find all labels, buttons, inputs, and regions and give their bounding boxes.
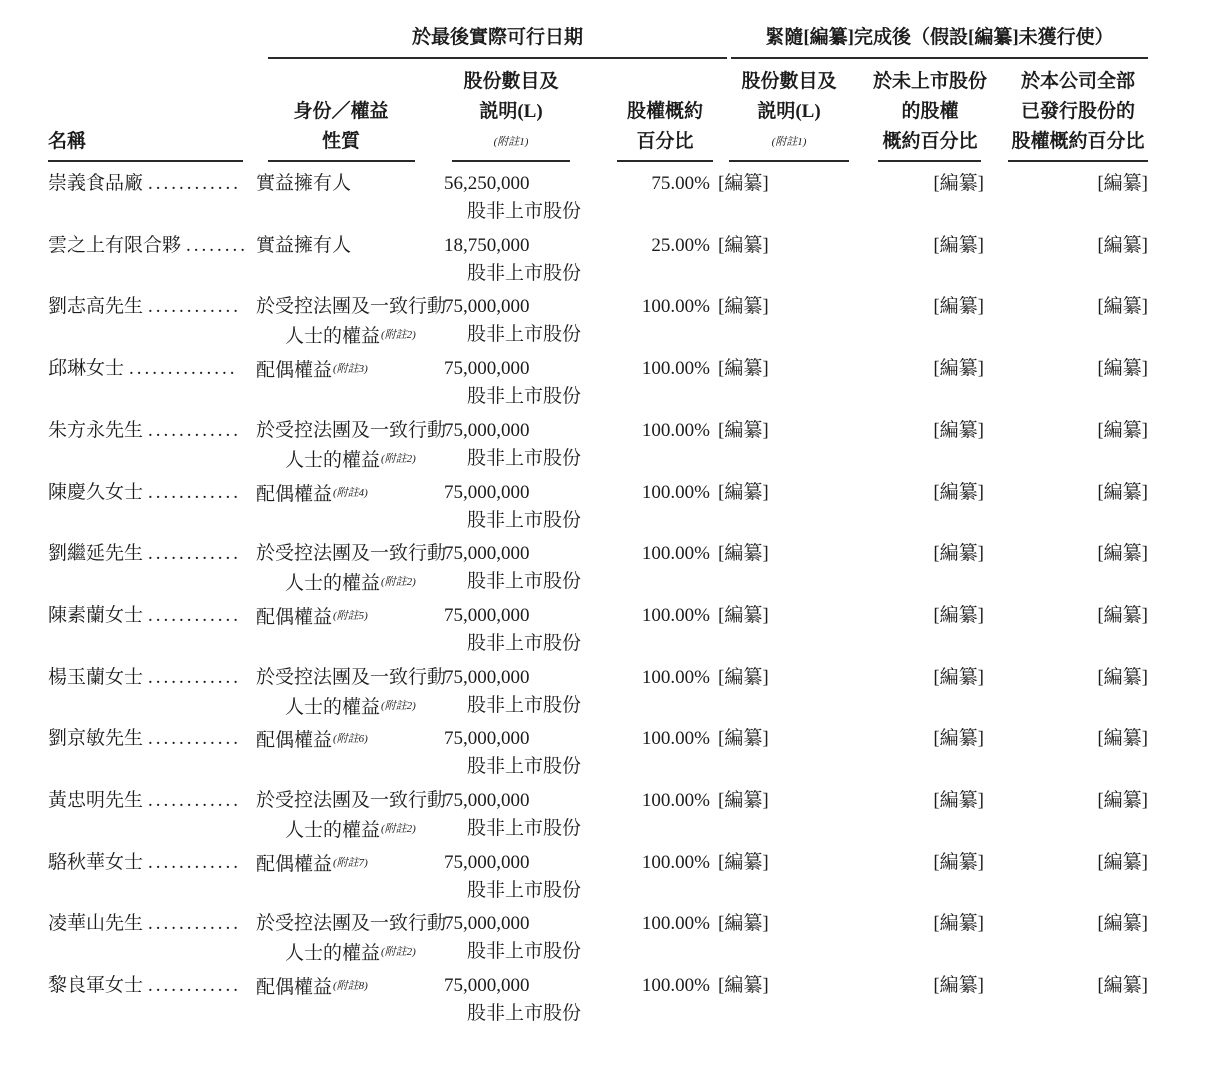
pct-current-value: 100.00%	[641, 419, 710, 441]
share-class-label: 股非上市股份	[467, 201, 582, 222]
footnote-ref: (附註7)	[333, 856, 368, 869]
table-row	[0, 602, 1211, 664]
share-class-label: 股非上市股份	[467, 386, 582, 408]
share-count: 18,750,000	[444, 234, 530, 256]
post-unlisted-pct-redacted: [編纂]	[933, 481, 984, 503]
identity-line: 於受控法團及一致行動	[256, 296, 447, 318]
post-total-pct-redacted: [編纂]	[1097, 481, 1148, 503]
shareholder-name: 陳素蘭女士	[48, 604, 144, 626]
post-shares-redacted: [編纂]	[718, 666, 769, 688]
header-line: 股份數目及	[463, 71, 559, 92]
share-count: 56,250,000	[444, 173, 530, 194]
identity-line: 配偶權益$^{(附註7)}$	[256, 853, 368, 875]
share-count: 75,000,000	[444, 604, 530, 626]
dot-leader: ............	[148, 666, 242, 688]
table-row	[0, 540, 1211, 602]
dot-leader: ............	[148, 296, 242, 318]
post-shares-redacted: [編纂]	[718, 481, 769, 503]
share-count: 75,000,000	[444, 481, 530, 503]
share-class-label: 股非上市股份	[467, 941, 582, 963]
dot-leader: ............	[148, 728, 242, 750]
name-cell	[48, 355, 250, 383]
identity-cell	[256, 232, 458, 260]
pct-current-value: 100.00%	[641, 296, 710, 318]
pct-current-value: 100.00%	[641, 358, 710, 380]
post-unlisted-pct-redacted: [編纂]	[933, 790, 984, 811]
share-class-label: 股非上市股份	[467, 262, 582, 284]
dot-leader: ............	[148, 604, 242, 626]
dot-leader: ..............	[129, 358, 238, 380]
dot-leader: ............	[148, 851, 242, 873]
dot-leader: ........	[186, 234, 249, 256]
identity-cell	[256, 849, 458, 879]
name-cell	[48, 417, 250, 445]
post-total-pct-redacted: [編纂]	[1097, 975, 1148, 997]
dot-leader: ............	[148, 173, 242, 194]
header-line: 於未上市股份	[872, 71, 987, 92]
table-row	[0, 355, 1211, 417]
shareholder-name: 黃忠明先生	[48, 790, 144, 811]
header-line: 的股權	[901, 101, 959, 122]
header-line: 於本公司全部	[1020, 71, 1135, 92]
post-total-pct-redacted: [編纂]	[1097, 543, 1148, 565]
identity-line: 人士的權益$^{(附註2)}$	[285, 696, 416, 718]
identity-line: 配偶權益$^{(附註4)}$	[256, 483, 368, 505]
identity-line: 人士的權益$^{(附註2)}$	[285, 449, 416, 471]
identity-cell	[256, 479, 458, 509]
share-count: 75,000,000	[444, 790, 530, 811]
share-class-label: 股非上市股份	[467, 509, 582, 531]
footnote-ref: (附註1)	[771, 136, 807, 148]
identity-line: 配偶權益$^{(附註5)}$	[256, 606, 368, 628]
post-shares-redacted: [編纂]	[718, 358, 769, 380]
post-shares-redacted: [編纂]	[718, 790, 769, 811]
shareholder-name: 邱琳女士	[48, 358, 125, 380]
post-shares-redacted: [編纂]	[718, 173, 769, 194]
post-unlisted-pct-redacted: [編纂]	[933, 666, 984, 688]
group-header-post-completion: 緊隨[編纂]完成後（假設[編纂]未獲行使）	[765, 27, 1114, 48]
name-cell	[48, 170, 250, 198]
post-shares-redacted: [編纂]	[718, 234, 769, 256]
identity-cell	[256, 910, 458, 968]
table-row	[0, 664, 1211, 726]
post-total-pct-redacted: [編纂]	[1097, 173, 1148, 194]
dot-leader: ............	[148, 975, 242, 997]
pct-current-value: 100.00%	[641, 790, 710, 811]
post-total-pct-redacted: [編纂]	[1097, 913, 1148, 935]
share-count: 75,000,000	[444, 358, 530, 380]
identity-line: 實益擁有人	[256, 234, 352, 256]
name-cell	[48, 972, 250, 1000]
shareholder-name: 陳慶久女士	[48, 481, 144, 503]
dot-leader: ............	[148, 419, 242, 441]
footnote-ref: (附註2)	[381, 329, 416, 342]
shareholder-name: 黎良軍女士	[48, 975, 144, 997]
identity-cell	[256, 293, 458, 351]
post-total-pct-redacted: [編纂]	[1097, 666, 1148, 688]
identity-cell	[256, 355, 458, 385]
share-count: 75,000,000	[444, 666, 530, 688]
table-row	[0, 170, 1211, 232]
footnote-ref: (附註2)	[381, 699, 416, 712]
share-class-label: 股非上市股份	[467, 632, 582, 654]
shareholder-name: 崇義食品廠	[48, 173, 144, 194]
share-count: 75,000,000	[444, 728, 530, 750]
share-class-label: 股非上市股份	[467, 447, 582, 469]
name-cell	[48, 232, 250, 260]
table-row	[0, 232, 1211, 294]
share-class-label: 股非上市股份	[467, 571, 582, 593]
name-cell	[48, 602, 250, 630]
post-unlisted-pct-redacted: [編纂]	[933, 975, 984, 997]
footnote-ref: (附註4)	[333, 486, 368, 499]
identity-line: 人士的權益$^{(附註2)}$	[285, 573, 416, 595]
shareholder-name: 朱方永先生	[48, 419, 144, 441]
shareholder-name: 劉志高先生	[48, 296, 144, 318]
pct-current-value: 25.00%	[651, 234, 710, 256]
identity-line: 於受控法團及一致行動	[256, 666, 447, 688]
share-count: 75,000,000	[444, 975, 530, 997]
column-header-name: 名稱	[48, 131, 87, 152]
pct-current-value: 100.00%	[641, 543, 710, 565]
post-shares-redacted: [編纂]	[718, 296, 769, 318]
post-unlisted-pct-redacted: [編纂]	[933, 604, 984, 626]
header-line: 概約百分比	[882, 131, 978, 152]
footnote-ref: (附註3)	[333, 363, 368, 376]
footnote-ref: (附註1)	[493, 136, 529, 148]
pct-current-value: 100.00%	[641, 851, 710, 873]
header-line: 説明(L)	[479, 101, 543, 122]
identity-line: 人士的權益$^{(附註2)}$	[285, 326, 416, 348]
dot-leader: ............	[148, 543, 242, 565]
post-unlisted-pct-redacted: [編纂]	[933, 234, 984, 256]
pct-current-value: 100.00%	[641, 666, 710, 688]
table-row	[0, 849, 1211, 911]
header-line: 股份數目及	[741, 71, 837, 92]
header-line: 百分比	[636, 131, 694, 152]
share-count: 75,000,000	[444, 913, 530, 935]
post-unlisted-pct-redacted: [編纂]	[933, 296, 984, 318]
name-cell	[48, 725, 250, 753]
dot-leader: ............	[148, 790, 242, 811]
identity-cell	[256, 972, 458, 1002]
pct-current-value: 100.00%	[641, 604, 710, 626]
post-shares-redacted: [編纂]	[718, 975, 769, 997]
identity-line: 人士的權益$^{(附註2)}$	[285, 943, 416, 965]
share-class-label: 股非上市股份	[467, 324, 582, 346]
dot-leader: ............	[148, 481, 242, 503]
post-shares-redacted: [編纂]	[718, 851, 769, 873]
post-total-pct-redacted: [編纂]	[1097, 851, 1148, 873]
identity-line: 於受控法團及一致行動	[256, 419, 447, 441]
post-total-pct-redacted: [編纂]	[1097, 234, 1148, 256]
footnote-ref: (附註6)	[333, 733, 368, 746]
table-row	[0, 910, 1211, 972]
identity-cell	[256, 417, 458, 475]
share-count: 75,000,000	[444, 543, 530, 565]
header-line: 股權概約百分比	[1011, 131, 1145, 152]
name-cell	[48, 293, 250, 321]
pct-current-value: 100.00%	[641, 913, 710, 935]
identity-cell	[256, 170, 458, 198]
identity-line: 配偶權益$^{(附註8)}$	[256, 977, 368, 999]
share-class-label: 股非上市股份	[467, 1003, 582, 1025]
shareholder-name: 劉京敏先生	[48, 728, 144, 750]
name-cell	[48, 910, 250, 938]
table-row	[0, 479, 1211, 541]
post-shares-redacted: [編纂]	[718, 543, 769, 565]
footnote-ref: (附註8)	[333, 980, 368, 993]
shareholder-name: 駱秋華女士	[48, 851, 144, 873]
footnote-ref: (附註2)	[381, 946, 416, 959]
identity-line: 配偶權益$^{(附註3)}$	[256, 360, 368, 382]
identity-line: 於受控法團及一致行動	[256, 543, 447, 565]
post-total-pct-redacted: [編纂]	[1097, 358, 1148, 380]
shareholder-name: 凌華山先生	[48, 913, 144, 935]
identity-line: 配偶權益$^{(附註6)}$	[256, 730, 368, 752]
post-unlisted-pct-redacted: [編纂]	[933, 358, 984, 380]
name-cell	[48, 849, 250, 877]
post-unlisted-pct-redacted: [編纂]	[933, 851, 984, 873]
post-unlisted-pct-redacted: [編纂]	[933, 913, 984, 935]
pct-current-value: 75.00%	[651, 173, 710, 194]
identity-cell	[256, 540, 458, 598]
post-total-pct-redacted: [編纂]	[1097, 604, 1148, 626]
table-row	[0, 725, 1211, 787]
share-count: 75,000,000	[444, 851, 530, 873]
header-line: 已發行股份的	[1020, 101, 1135, 122]
name-cell	[48, 540, 250, 568]
identity-cell	[256, 787, 458, 845]
header-line: 性質	[321, 131, 360, 152]
name-cell	[48, 664, 250, 692]
name-cell	[48, 479, 250, 507]
post-shares-redacted: [編纂]	[718, 419, 769, 441]
footnote-ref: (附註5)	[333, 609, 368, 622]
post-shares-redacted: [編纂]	[718, 604, 769, 626]
pct-current-value: 100.00%	[641, 481, 710, 503]
identity-line: 於受控法團及一致行動	[256, 913, 447, 935]
name-cell	[48, 787, 250, 815]
identity-line: 於受控法團及一致行動	[256, 790, 447, 811]
post-total-pct-redacted: [編纂]	[1097, 296, 1148, 318]
post-total-pct-redacted: [編纂]	[1097, 790, 1148, 811]
share-class-label: 股非上市股份	[467, 694, 582, 716]
post-total-pct-redacted: [編纂]	[1097, 728, 1148, 750]
post-shares-redacted: [編纂]	[718, 728, 769, 750]
share-class-label: 股非上市股份	[467, 879, 582, 901]
post-unlisted-pct-redacted: [編纂]	[933, 543, 984, 565]
table-row	[0, 293, 1211, 355]
dot-leader: ............	[148, 913, 242, 935]
post-shares-redacted: [編纂]	[718, 913, 769, 935]
pct-current-value: 100.00%	[641, 975, 710, 997]
shareholder-name: 劉繼延先生	[48, 543, 144, 565]
header-line: 説明(L)	[757, 101, 821, 122]
header-line: 股權概約	[626, 101, 703, 122]
identity-cell	[256, 725, 458, 755]
share-class-label: 股非上市股份	[467, 818, 582, 839]
share-class-label: 股非上市股份	[467, 756, 582, 778]
table-row	[0, 787, 1211, 849]
share-count: 75,000,000	[444, 419, 530, 441]
identity-cell	[256, 602, 458, 632]
identity-cell	[256, 664, 458, 722]
post-unlisted-pct-redacted: [編纂]	[933, 728, 984, 750]
pct-current-value: 100.00%	[641, 728, 710, 750]
share-count: 75,000,000	[444, 296, 530, 318]
table-row	[0, 417, 1211, 479]
footnote-ref: (附註2)	[381, 452, 416, 465]
identity-line: 人士的權益$^{(附註2)}$	[285, 820, 416, 841]
post-unlisted-pct-redacted: [編纂]	[933, 173, 984, 194]
table-row	[0, 972, 1211, 1034]
post-total-pct-redacted: [編纂]	[1097, 419, 1148, 441]
shareholder-name: 雲之上有限合夥	[48, 234, 182, 256]
group-header-latest-practicable-date: 於最後實際可行日期	[411, 27, 583, 48]
shareholder-name: 楊玉蘭女士	[48, 666, 144, 688]
header-line: 身份／權益	[293, 101, 389, 122]
identity-line: 實益擁有人	[256, 173, 352, 194]
post-unlisted-pct-redacted: [編纂]	[933, 419, 984, 441]
footnote-ref: (附註2)	[381, 576, 416, 589]
footnote-ref: (附註2)	[381, 823, 416, 835]
